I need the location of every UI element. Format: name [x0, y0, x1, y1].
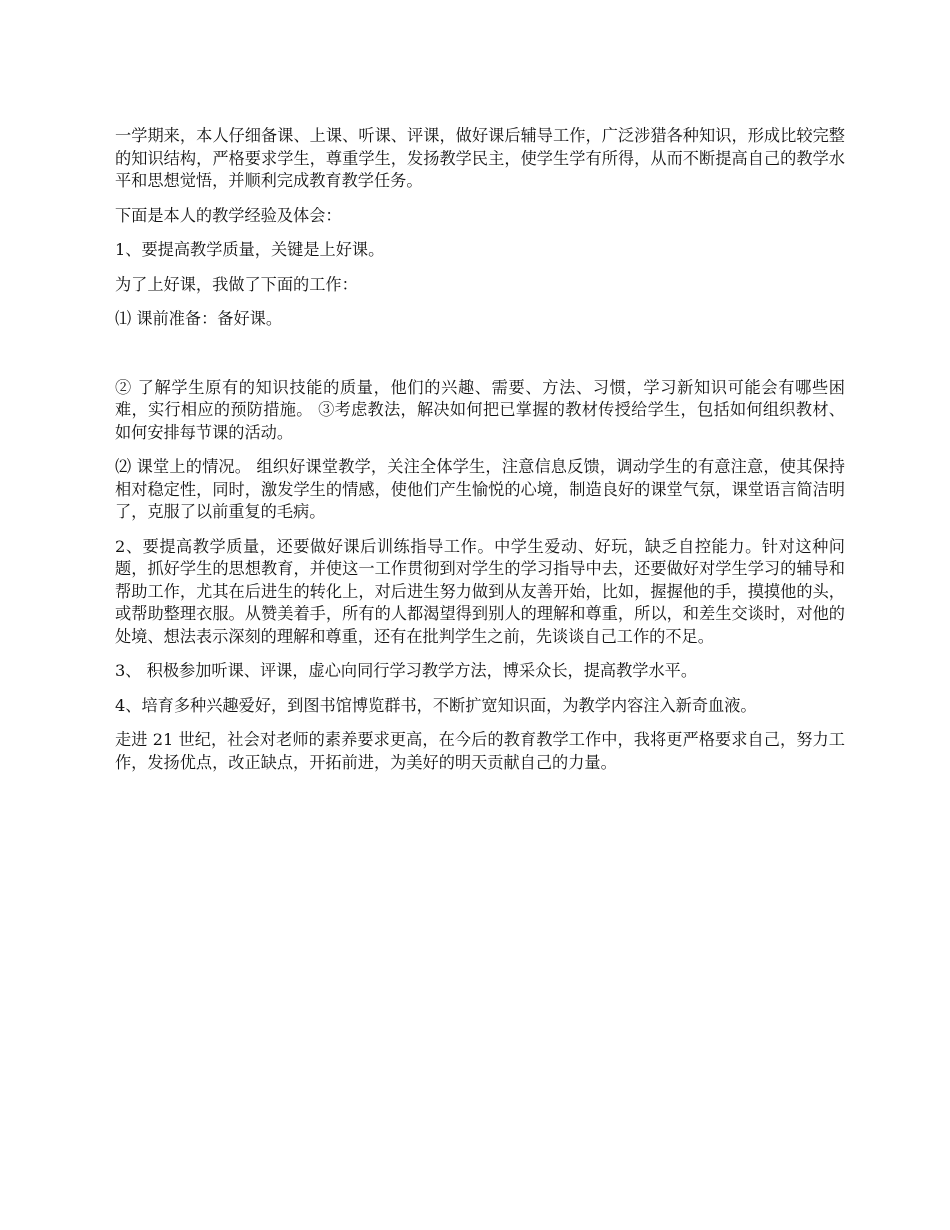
paragraph-point-3: 3、 积极参加听课、评课，虚心向同行学习教学方法，博采众长，提高教学水平。 — [115, 661, 698, 680]
paragraph-conclusion: 走进 21 世纪，社会对老师的素养要求更高，在今后的教育教学工作中，我将更严格要求自己，努力工作，发扬优点，改正缺点，开拓前进，为美好的明天贡献自己的力量。 — [115, 730, 845, 772]
paragraph-experience-heading: 下面是本人的教学经验及体会： — [115, 205, 342, 225]
paragraph-point-4: 4、培育多种兴趣爱好，到图书馆博览群书，不断扩宽知识面，为教学内容注入新奇血液。 — [115, 695, 757, 715]
document-body — [115, 125, 845, 786]
blank-spacer — [115, 343, 845, 377]
paragraph-preparation: ⑴ 课前准备：备好课。 — [115, 309, 283, 328]
paragraph-classroom: ⑵ 课堂上的情况。 组织好课堂教学，关注全体学生，注意信息反馈，调动学生的有意注意，使其保持相对稳定性，同时，激发学生的情感，使他们产生愉悦的心境，制造良好的课堂气氛，课堂语言简洁明了，克服了以前重复的毛病。 — [115, 457, 845, 521]
paragraph-point-2: 2、要提高教学质量，还要做好课后训练指导工作。中学生爱动、好玩，缺乏自控能力。针对这种问题，抓好学生的思想教育，并使这一工作贯彻到对学生的学习指导中去，还要做好对学生学习的辅导和帮助工作，尤其在后进生的转化上，对后进生努力做到从友善开始，比如，握握他的手，摸摸他的头，或帮助整理衣服。从赞美着手，所有的人都渴望得到别人的理解和尊重，所以，和差生交谈时，对他的处境、想法表示深刻的理解和尊重，还有在批判学生之前，先谈谈自己工作的不足。 — [115, 536, 845, 646]
paragraph-understand-students: ② 了解学生原有的知识技能的质量，他们的兴趣、需要、方法、习惯，学习新知识可能会有哪些困难，实行相应的预防措施。 ③考虑教法，解决如何把已掌握的教材传授给学生，包括如何组织教材、如何安排每节课的活动。 — [115, 377, 845, 442]
paragraph-point-1: 1、要提高教学质量，关键是上好课。 — [115, 240, 385, 259]
paragraph-intro: 一学期来，本人仔细备课、上课、听课、评课，做好课后辅导工作，广泛涉猎各种知识，形成比较完整的知识结构，严格要求学生，尊重学生，发扬教学民主，使学生学有所得，从而不断提高自己的教学水平和思想觉悟，并顺利完成教育教学任务。 — [115, 126, 845, 190]
paragraph-work-intro: 为了上好课，我做了下面的工作： — [115, 274, 358, 294]
